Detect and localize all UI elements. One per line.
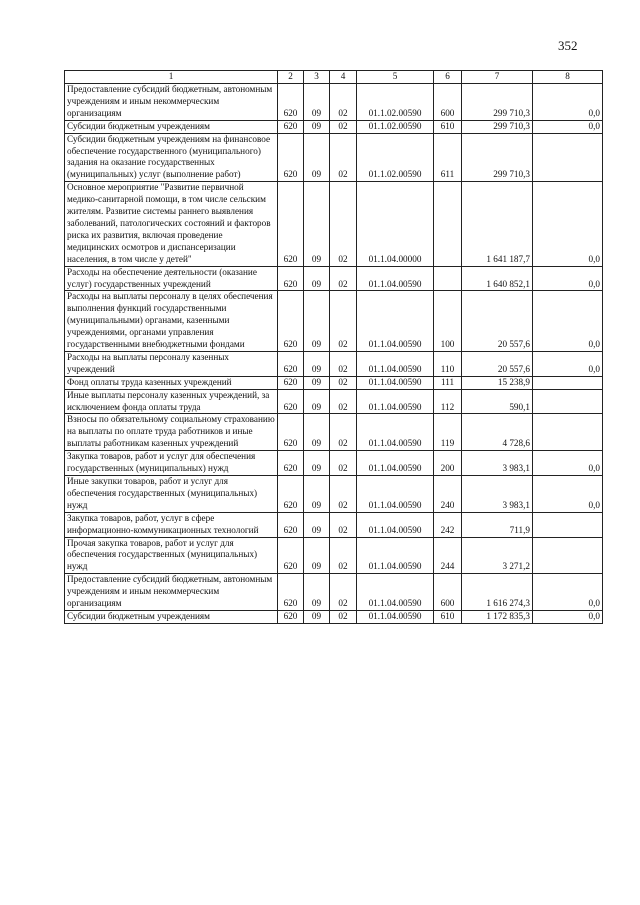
section-code-cell: 09 xyxy=(304,537,330,574)
amount-cell: 4 728,6 xyxy=(462,414,533,451)
target-article-cell: 01.1.04.00590 xyxy=(357,266,434,291)
target-article-cell: 01.1.02.00590 xyxy=(357,84,434,121)
target-article-cell: 01.1.04.00590 xyxy=(357,476,434,513)
target-article-cell: 01.1.04.00590 xyxy=(357,389,434,414)
expense-type-cell: 112 xyxy=(434,389,462,414)
header-cell-col-4: 4 xyxy=(330,71,357,84)
expense-type-cell: 610 xyxy=(434,610,462,623)
section-code-cell: 09 xyxy=(304,182,330,266)
table-row xyxy=(65,451,603,476)
section-code-cell: 09 xyxy=(304,84,330,121)
row-name-cell: Расходы на выплаты персоналу казенных учреждений xyxy=(65,351,278,376)
table-row xyxy=(65,574,603,611)
expense-type-cell: 600 xyxy=(434,84,462,121)
table-row xyxy=(65,389,603,414)
ministry-code-cell: 620 xyxy=(278,84,304,121)
col8-cell: 0,0 xyxy=(533,84,603,121)
ministry-code-cell: 620 xyxy=(278,133,304,182)
section-code-cell: 09 xyxy=(304,476,330,513)
target-article-cell: 01.1.04.00590 xyxy=(357,512,434,537)
section-code-cell: 09 xyxy=(304,512,330,537)
amount-cell: 3 983,1 xyxy=(462,476,533,513)
section-code-cell: 09 xyxy=(304,266,330,291)
row-name-cell: Закупка товаров, работ и услуг для обеспечения государственных (муниципальных) нужд xyxy=(65,451,278,476)
amount-cell: 590,1 xyxy=(462,389,533,414)
target-article-cell: 01.1.04.00590 xyxy=(357,574,434,611)
row-name-cell: Предоставление субсидий бюджетным, автономным учреждениям и иным некоммерческим организациям xyxy=(65,574,278,611)
table-row xyxy=(65,291,603,352)
amount-cell: 299 710,3 xyxy=(462,133,533,182)
row-name-cell: Иные закупки товаров, работ и услуг для обеспечения государственных (муниципальных) нужд xyxy=(65,476,278,513)
row-name-cell: Иные выплаты персоналу казенных учреждений, за исключением фонда оплаты труда xyxy=(65,389,278,414)
col8-cell xyxy=(533,414,603,451)
header-cell-col-1: 1 xyxy=(65,71,278,84)
row-name-cell: Расходы на обеспечение деятельности (оказание услуг) государственных учреждений xyxy=(65,266,278,291)
col8-cell xyxy=(533,376,603,389)
col8-cell xyxy=(533,389,603,414)
table-row xyxy=(65,133,603,182)
row-name-cell: Субсидии бюджетным учреждениям xyxy=(65,120,278,133)
subsection-code-cell: 02 xyxy=(330,84,357,121)
amount-cell: 1 641 187,7 xyxy=(462,182,533,266)
target-article-cell: 01.1.04.00590 xyxy=(357,414,434,451)
subsection-code-cell: 02 xyxy=(330,574,357,611)
header-cell-col-5: 5 xyxy=(357,71,434,84)
amount-cell: 3 271,2 xyxy=(462,537,533,574)
ministry-code-cell: 620 xyxy=(278,574,304,611)
expense-type-cell: 110 xyxy=(434,351,462,376)
row-name-cell: Субсидии бюджетным учреждениям на финансовое обеспечение государственного (муниципального) задания на оказание государственных (муниципальных) услуг (выполнение работ) xyxy=(65,133,278,182)
section-code-cell: 09 xyxy=(304,291,330,352)
amount-cell: 3 983,1 xyxy=(462,451,533,476)
amount-cell: 1 640 852,1 xyxy=(462,266,533,291)
ministry-code-cell: 620 xyxy=(278,182,304,266)
section-code-cell: 09 xyxy=(304,610,330,623)
amount-cell: 299 710,3 xyxy=(462,120,533,133)
amount-cell: 20 557,6 xyxy=(462,351,533,376)
target-article-cell: 01.1.04.00590 xyxy=(357,610,434,623)
ministry-code-cell: 620 xyxy=(278,610,304,623)
table-row xyxy=(65,610,603,623)
header-cell-col-6: 6 xyxy=(434,71,462,84)
section-code-cell: 09 xyxy=(304,120,330,133)
subsection-code-cell: 02 xyxy=(330,133,357,182)
table-row xyxy=(65,351,603,376)
section-code-cell: 09 xyxy=(304,414,330,451)
table-row xyxy=(65,476,603,513)
target-article-cell: 01.1.04.00590 xyxy=(357,291,434,352)
ministry-code-cell: 620 xyxy=(278,512,304,537)
expense-type-cell: 610 xyxy=(434,120,462,133)
section-code-cell: 09 xyxy=(304,351,330,376)
table-row xyxy=(65,414,603,451)
subsection-code-cell: 02 xyxy=(330,476,357,513)
amount-cell: 299 710,3 xyxy=(462,84,533,121)
col8-cell: 0,0 xyxy=(533,476,603,513)
table-row xyxy=(65,182,603,266)
subsection-code-cell: 02 xyxy=(330,120,357,133)
target-article-cell: 01.1.04.00000 xyxy=(357,182,434,266)
target-article-cell: 01.1.02.00590 xyxy=(357,120,434,133)
col8-cell: 0,0 xyxy=(533,351,603,376)
row-name-cell: Прочая закупка товаров, работ и услуг для обеспечения государственных (муниципальных) нужд xyxy=(65,537,278,574)
table-row xyxy=(65,84,603,121)
header-cell-col-3: 3 xyxy=(304,71,330,84)
row-name-cell: Взносы по обязательному социальному страхованию на выплаты по оплате труда работников и иные выплаты работникам казенных учреждений xyxy=(65,414,278,451)
expense-type-cell: 111 xyxy=(434,376,462,389)
expense-type-cell xyxy=(434,266,462,291)
ministry-code-cell: 620 xyxy=(278,537,304,574)
col8-cell: 0,0 xyxy=(533,610,603,623)
row-name-cell: Субсидии бюджетным учреждениям xyxy=(65,610,278,623)
section-code-cell: 09 xyxy=(304,389,330,414)
col8-cell: 0,0 xyxy=(533,451,603,476)
table-row xyxy=(65,512,603,537)
ministry-code-cell: 620 xyxy=(278,376,304,389)
col8-cell: 0,0 xyxy=(533,182,603,266)
expense-type-cell: 100 xyxy=(434,291,462,352)
budget-table xyxy=(64,70,603,624)
subsection-code-cell: 02 xyxy=(330,414,357,451)
ministry-code-cell: 620 xyxy=(278,389,304,414)
amount-cell: 1 616 274,3 xyxy=(462,574,533,611)
section-code-cell: 09 xyxy=(304,376,330,389)
expense-type-cell: 119 xyxy=(434,414,462,451)
expense-type-cell: 200 xyxy=(434,451,462,476)
header-cell-col-2: 2 xyxy=(278,71,304,84)
row-name-cell: Закупка товаров, работ, услуг в сфере информационно-коммуникационных технологий xyxy=(65,512,278,537)
subsection-code-cell: 02 xyxy=(330,182,357,266)
amount-cell: 1 172 835,3 xyxy=(462,610,533,623)
col8-cell xyxy=(533,133,603,182)
row-name-cell: Расходы на выплаты персоналу в целях обеспечения выполнения функций государственными (муниципальными) органами, казенными учреждениями, органами управления государственными внебюджетными фондами xyxy=(65,291,278,352)
subsection-code-cell: 02 xyxy=(330,610,357,623)
subsection-code-cell: 02 xyxy=(330,512,357,537)
ministry-code-cell: 620 xyxy=(278,120,304,133)
amount-cell: 711,9 xyxy=(462,512,533,537)
subsection-code-cell: 02 xyxy=(330,351,357,376)
section-code-cell: 09 xyxy=(304,133,330,182)
expense-type-cell: 244 xyxy=(434,537,462,574)
header-cell-col-7: 7 xyxy=(462,71,533,84)
subsection-code-cell: 02 xyxy=(330,537,357,574)
section-code-cell: 09 xyxy=(304,451,330,476)
expense-type-cell: 600 xyxy=(434,574,462,611)
page-number: 352 xyxy=(558,38,578,53)
ministry-code-cell: 620 xyxy=(278,414,304,451)
subsection-code-cell: 02 xyxy=(330,376,357,389)
amount-cell: 20 557,6 xyxy=(462,291,533,352)
ministry-code-cell: 620 xyxy=(278,351,304,376)
target-article-cell: 01.1.02.00590 xyxy=(357,133,434,182)
target-article-cell: 01.1.04.00590 xyxy=(357,376,434,389)
amount-cell: 15 238,9 xyxy=(462,376,533,389)
table-row xyxy=(65,120,603,133)
subsection-code-cell: 02 xyxy=(330,291,357,352)
col8-cell: 0,0 xyxy=(533,120,603,133)
expense-type-cell: 242 xyxy=(434,512,462,537)
col8-cell xyxy=(533,512,603,537)
table-row xyxy=(65,266,603,291)
ministry-code-cell: 620 xyxy=(278,291,304,352)
row-name-cell: Основное мероприятие "Развитие первичной медико-санитарной помощи, в том числе сельским жителям. Развитие системы раннего выявления заболеваний, патологических состояний и факторов риска их развития, включая проведение медицинских осмотров и диспансеризации населения, в том числе у детей" xyxy=(65,182,278,266)
target-article-cell: 01.1.04.00590 xyxy=(357,351,434,376)
ministry-code-cell: 620 xyxy=(278,451,304,476)
subsection-code-cell: 02 xyxy=(330,389,357,414)
table-row xyxy=(65,376,603,389)
table-header-row xyxy=(65,71,603,84)
expense-type-cell: 611 xyxy=(434,133,462,182)
row-name-cell: Предоставление субсидий бюджетным, автономным учреждениям и иным некоммерческим организациям xyxy=(65,84,278,121)
col8-cell xyxy=(533,537,603,574)
target-article-cell: 01.1.04.00590 xyxy=(357,451,434,476)
expense-type-cell: 240 xyxy=(434,476,462,513)
ministry-code-cell: 620 xyxy=(278,266,304,291)
subsection-code-cell: 02 xyxy=(330,451,357,476)
table-row xyxy=(65,537,603,574)
ministry-code-cell: 620 xyxy=(278,476,304,513)
expense-type-cell xyxy=(434,182,462,266)
col8-cell: 0,0 xyxy=(533,291,603,352)
header-cell-col-8: 8 xyxy=(533,71,603,84)
col8-cell: 0,0 xyxy=(533,266,603,291)
target-article-cell: 01.1.04.00590 xyxy=(357,537,434,574)
col8-cell: 0,0 xyxy=(533,574,603,611)
row-name-cell: Фонд оплаты труда казенных учреждений xyxy=(65,376,278,389)
subsection-code-cell: 02 xyxy=(330,266,357,291)
section-code-cell: 09 xyxy=(304,574,330,611)
